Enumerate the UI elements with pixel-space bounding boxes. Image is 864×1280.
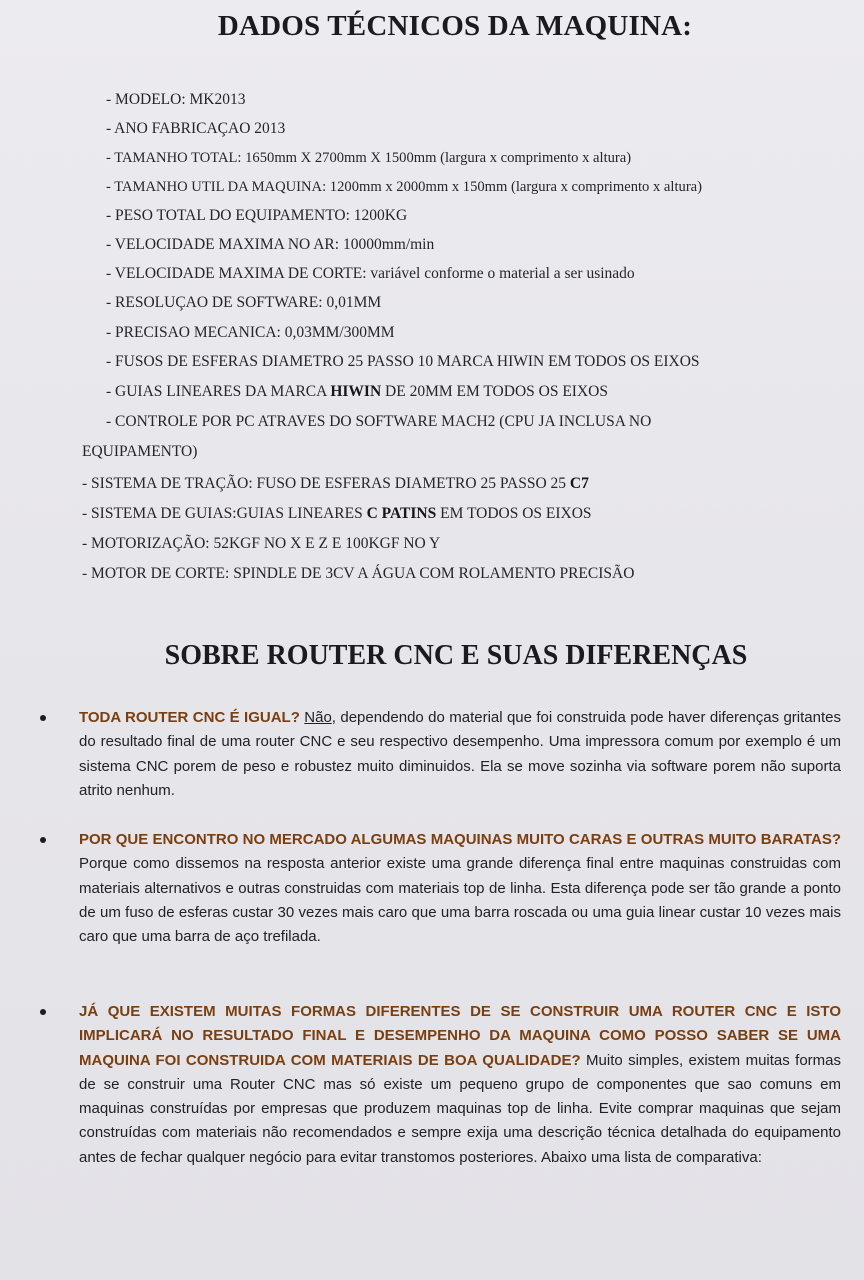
spec-item: [106, 352, 700, 372]
faq-text: [79, 828, 841, 949]
bullet-icon: [40, 1009, 46, 1015]
spec-text: - MODELO: MK2013: [106, 91, 246, 108]
spec-class: C7: [569, 475, 589, 492]
spec-item: [106, 177, 702, 197]
spec-text: DE 20MM EM TODOS OS EIXOS: [381, 383, 608, 400]
faq-answer: Porque como dissemos na resposta anterior existe uma grande diferença final entre maquinas construidas com materiais alternativos e outras construidas com materiais top de linha. Esta diferença pode ser tão grande a ponto de um fuso de esferas custar 30 vezes mais caro que uma barra roscada ou uma guia linear custar 10 vezes mais caro que uma barra de aço trefilada.: [79, 855, 841, 946]
faq-answer-lead: Não: [304, 709, 332, 726]
spec-text: - MOTORIZAÇÃO: 52KGF NO X E Z E 100KGF NO Y: [82, 535, 441, 552]
spec-text: - PRECISAO MECANICA: 0,03MM/300MM: [106, 324, 395, 341]
spec-text: - VELOCIDADE MAXIMA NO AR: 10000mm/min: [106, 236, 435, 253]
spec-item: [106, 264, 635, 284]
spec-text: - PESO TOTAL DO EQUIPAMENTO: 1200KG: [106, 207, 408, 224]
faq-question: JÁ QUE EXISTEM MUITAS FORMAS DIFERENTES DE SE CONSTRUIR UMA ROUTER CNC E ISTO IMPLICARÁ NO RESULTADO FINAL E DESEMPENHO DA MAQUINA COMO POSSO SABER SE UMA MAQUINA FOI CONSTRUIDA COM MATERIAIS DE BOA QUALIDADE?: [79, 1003, 841, 1069]
spec-type: C PATINS: [366, 505, 437, 522]
section-title: SOBRE ROUTER CNC E SUAS DIFERENÇAS: [164, 640, 748, 671]
spec-text: - RESOLUÇAO DE SOFTWARE: 0,01MM: [106, 294, 382, 311]
spec-text: - SISTEMA DE TRAÇÃO: FUSO DE ESFERAS DIAMETRO 25 PASSO 25: [82, 475, 570, 492]
spec-text: - FUSOS DE ESFERAS DIAMETRO 25 PASSO 10 MARCA HIWIN EM TODOS OS EIXOS: [106, 353, 700, 370]
spec-text: - ANO FABRICAÇAO 2013: [106, 120, 286, 137]
spec-item: [106, 412, 651, 432]
spec-brand: HIWIN: [330, 383, 382, 400]
spec-item: [82, 474, 589, 494]
faq-question: TODA ROUTER CNC É IGUAL?: [79, 709, 300, 726]
spec-item: [82, 534, 440, 554]
spec-text: - CONTROLE POR PC ATRAVES DO SOFTWARE MACH2 (CPU JA INCLUSA NO: [106, 413, 652, 430]
spec-item: [106, 293, 381, 313]
faq-answer: , dependendo do material que foi construida pode haver diferenças gritantes do resultado final de uma router CNC e seu respectivo desempenho. Uma impressora comum por exemplo é um sistema CNC porem de peso e robustez muito diminuidos. Ela se move sozinha via software porem não suporta atrito nenhum.: [79, 709, 841, 799]
spec-item: [106, 206, 407, 226]
faq-answer: Muito simples, existem muitas formas de se construir uma Router CNC mas só existe um pequeno grupo de componentes que sao comuns em maquinas construídas por empresas que produzem maquinas top de linha. Evite comprar maquinas que sejam construídas com materiais não recomendados e sempre exija uma descrição técnica detalhada do equipamento antes de fechar qualquer negócio para evitar transtomos posteriores. Abaixo uma lista de comparativa:: [79, 1051, 841, 1166]
spec-item: [106, 235, 434, 255]
spec-text: - GUIAS LINEARES DA MARCA: [106, 383, 331, 400]
bullet-icon: [40, 837, 46, 843]
spec-item: [106, 382, 608, 402]
spec-item: [106, 90, 246, 110]
spec-item: [82, 442, 197, 462]
spec-item: [106, 148, 631, 168]
spec-text: EM TODOS OS EIXOS: [436, 505, 592, 522]
spec-item: [106, 323, 395, 343]
spec-text: - VELOCIDADE MAXIMA DE CORTE: variável conforme o material a ser usinado: [106, 265, 635, 282]
spec-text: - TAMANHO UTIL DA MAQUINA: 1200mm x 2000mm x 150mm (largura x comprimento x altura): [106, 179, 703, 195]
bullet-icon: [40, 715, 46, 721]
spec-item: [82, 564, 634, 584]
faq-text: [79, 706, 841, 803]
faq-question: POR QUE ENCONTRO NO MERCADO ALGUMAS MAQUINAS MUITO CARAS E OUTRAS MUITO BARATAS?: [79, 831, 841, 848]
spec-text: EQUIPAMENTO): [82, 443, 198, 460]
spec-item: [106, 119, 285, 139]
spec-text: - SISTEMA DE GUIAS:GUIAS LINEARES: [82, 505, 367, 522]
spec-text: - MOTOR DE CORTE: SPINDLE DE 3CV A ÁGUA COM ROLAMENTO PRECISÃO: [82, 565, 635, 582]
page-title: DADOS TÉCNICOS DA MAQUINA:: [217, 10, 693, 42]
faq-text: [79, 1000, 841, 1170]
spec-item: [82, 504, 592, 524]
spec-text: - TAMANHO TOTAL: 1650mm X 2700mm X 1500mm (largura x comprimento x altura): [106, 150, 632, 166]
